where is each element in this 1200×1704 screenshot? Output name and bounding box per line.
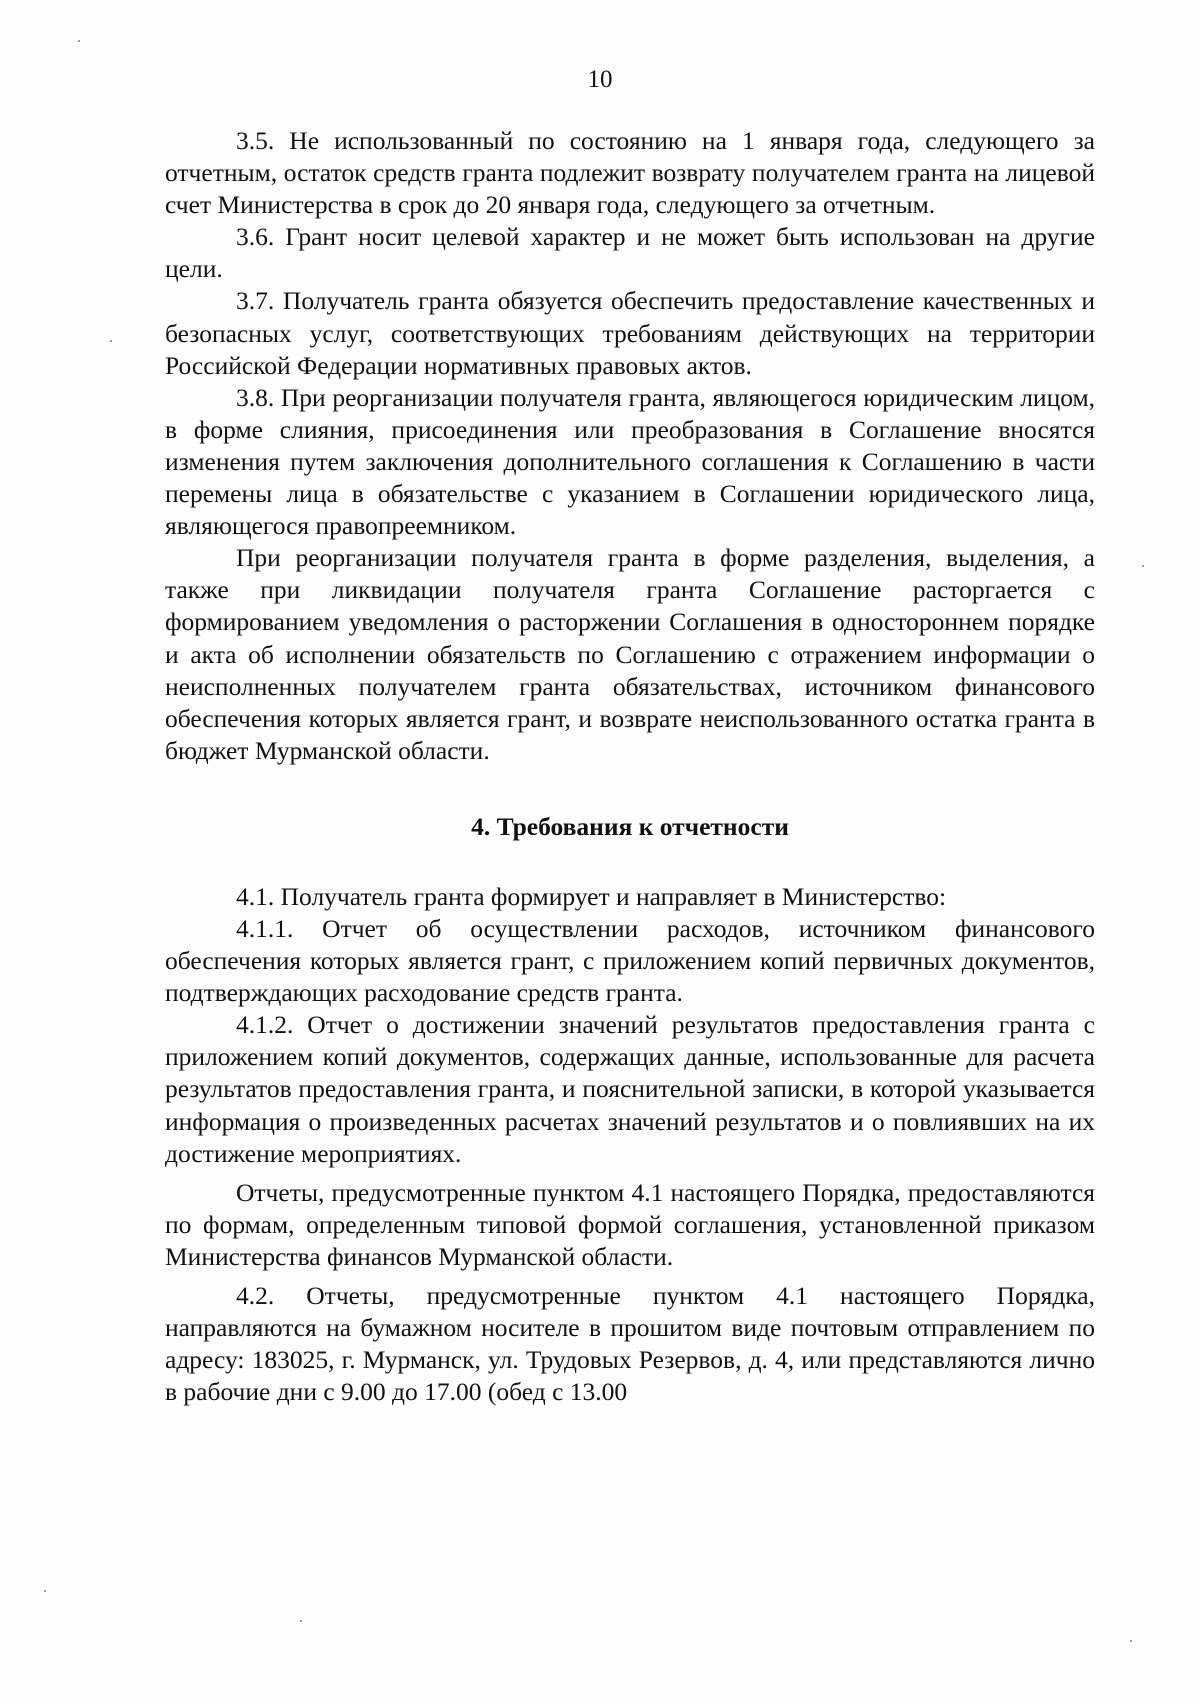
page-number: 10	[587, 66, 613, 93]
paragraph-3-5: 3.5. Не использованный по состоянию на 1 января года, следующего за отчетным, остаток средств гранта подлежит возврату получателем гранта на лицевой счет Министерства в срок до 20 января года, следующего за отчетным.	[165, 126, 1095, 220]
paragraph-3-6: 3.6. Грант носит целевой характер и не может быть использован на другие цели.	[165, 222, 1095, 284]
paragraph-3-8: 3.8. При реорганизации получателя гранта, являющегося юридическим лицом, в форме слияния, присоединения или преобразования в Соглашение вносятся изменения путем заключения дополнительного соглашения к Соглашению в части перемены лица в обязательстве с указанием в Соглашении юридического лица, являющегося правопреемником.	[165, 382, 1095, 541]
paragraph-3-8-reorganization: При реорганизации получателя гранта в форме разделения, выделения, а также при ликвидации получателя гранта Соглашение расторгается с формированием уведомления о расторжении Соглашения в одностороннем порядке и акта об исполнении обязательств по Соглашению с отражением информации о неисполненных получателем гранта обязательствах, источником финансового обеспечения которых является грант, и возврате неиспользованного остатка гранта в бюджет Мурманской области.	[165, 543, 1095, 765]
scan-speck	[1142, 565, 1144, 567]
scan-speck	[1130, 1640, 1132, 1642]
paragraph-4-1-1: 4.1.1. Отчет об осуществлении расходов, источником финансового обеспечения которых является грант, с приложением копий первичных документов, подтверждающих расходование средств гранта.	[165, 913, 1095, 1008]
paragraph-4-2: 4.2. Отчеты, предусмотренные пунктом 4.1 настоящего Порядка, направляются на бумажном носителе в прошитом виде почтовым отправлением по адресу: 183025, г. Мурманск, ул. Трудовых Резервов, д. 4, или представляются лично в рабочие дни с 9.00 до 17.00 (обед с 13.00	[165, 1281, 1095, 1407]
document-body	[165, 125, 1095, 1408]
scan-speck	[44, 1590, 46, 1592]
scan-speck	[110, 340, 112, 342]
paragraph-4-1-2: 4.1.2. Отчет о достижении значений результатов предоставления гранта с приложением копий документов, содержащих данные, использованные для расчета результатов предоставления гранта, и пояснительной записки, в которой указывается информация о произведенных расчетах значений результатов и о повлиявших на их достижение мероприятиях.	[165, 1010, 1095, 1168]
section-4-heading: 4. Требования к отчетности	[471, 811, 789, 841]
paragraph-3-7: 3.7. Получатель гранта обязуется обеспечить предоставление качественных и безопасных услуг, соответствующих требованиям действующих на территории Российской Федерации нормативных правовых актов.	[165, 286, 1095, 380]
paragraph-4-1: 4.1. Получатель гранта формирует и направляет в Министерство:	[236, 881, 947, 911]
paragraph-reports-forms: Отчеты, предусмотренные пунктом 4.1 настоящего Порядка, предоставляются по формам, определенным типовой формой соглашения, установленной приказом Министерства финансов Мурманской области.	[165, 1177, 1095, 1271]
scan-speck	[78, 40, 80, 42]
scan-speck	[300, 1620, 302, 1622]
